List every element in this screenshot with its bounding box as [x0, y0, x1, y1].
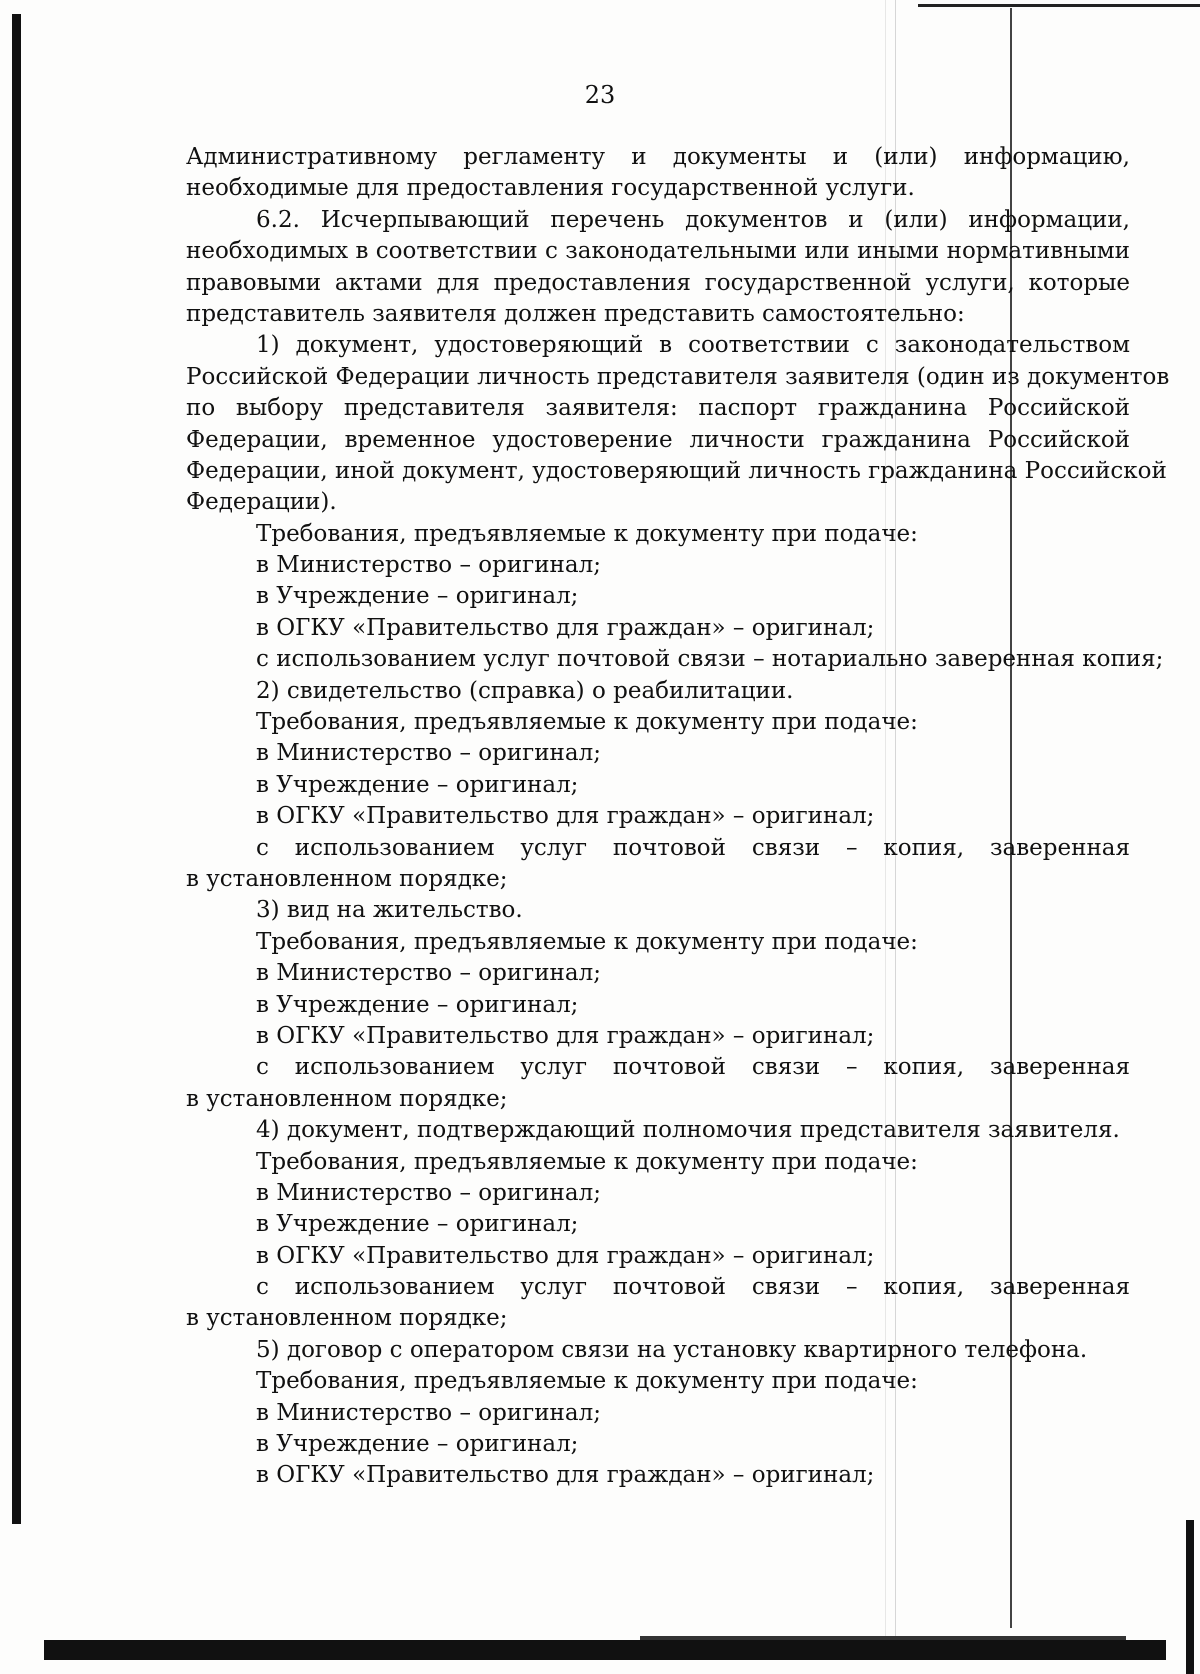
text-line: в ОГКУ «Правительство для граждан» – оригинал; [256, 803, 875, 830]
text-line: необходимые для предоставления государственной услуги. [186, 175, 915, 202]
text-line: в Учреждение – оригинал; [256, 771, 579, 798]
scan-border-bottom [44, 1640, 1166, 1660]
text-line: в ОГКУ «Правительство для граждан» – оригинал; [256, 614, 875, 641]
text-line: правовыми актами для предоставления государственной услуги, которые [186, 269, 1130, 296]
text-line: в Учреждение – оригинал; [256, 1211, 579, 1238]
text-line: представитель заявителя должен представить самостоятельно: [186, 300, 965, 327]
text-line: в Министерство – оригинал; [256, 740, 601, 767]
text-line: в установленном порядке; [186, 1305, 508, 1332]
text-line: 1) документ, удостоверяющий в соответствии с законодательством [256, 332, 1130, 359]
document-body [186, 142, 1170, 1492]
text-line: в Министерство – оригинал; [256, 552, 601, 579]
scan-border-top [918, 4, 1200, 7]
text-line: 6.2. Исчерпывающий перечень документов и (или) информации, [256, 206, 1130, 233]
page-number: 23 [584, 81, 616, 109]
text-line: 2) свидетельство (справка) о реабилитации. [256, 677, 794, 704]
scan-border-right [1186, 1520, 1194, 1674]
text-line: Федерации, иной документ, удостоверяющий личность гражданина Российской [186, 457, 1167, 484]
text-line: в Министерство – оригинал; [256, 1179, 601, 1206]
text-line: 4) документ, подтверждающий полномочия представителя заявителя. [256, 1117, 1120, 1144]
text-line: Федерации, временное удостоверение личности гражданина Российской [186, 426, 1130, 453]
text-line: Российской Федерации личность представителя заявителя (один из документов [186, 363, 1170, 390]
text-line: 5) договор с оператором связи на установку квартирного телефона. [256, 1336, 1088, 1363]
text-line: в установленном порядке; [186, 865, 508, 892]
text-line: 3) вид на жительство. [256, 897, 523, 924]
text-line: в Учреждение – оригинал; [256, 583, 579, 610]
text-line: с использованием услуг почтовой связи – копия, заверенная [256, 1274, 1130, 1301]
text-line: Федерации). [186, 489, 337, 516]
text-line: Требования, предъявляемые к документу при подаче: [256, 1148, 918, 1175]
text-line: необходимых в соответствии с законодательными или иными нормативными [186, 238, 1130, 265]
text-line: с использованием услуг почтовой связи – нотариально заверенная копия; [256, 646, 1164, 673]
text-line: в Учреждение – оригинал; [256, 1431, 579, 1458]
text-line: с использованием услуг почтовой связи – копия, заверенная [256, 1054, 1130, 1081]
text-line: в Министерство – оригинал; [256, 1399, 601, 1426]
text-line: Требования, предъявляемые к документу при подаче: [256, 1368, 918, 1395]
text-line: по выбору представителя заявителя: паспорт гражданина Российской [186, 395, 1130, 422]
text-line: в установленном порядке; [186, 1085, 508, 1112]
text-line: в Учреждение – оригинал; [256, 991, 579, 1018]
text-line: Требования, предъявляемые к документу при подаче: [256, 928, 918, 955]
text-line: с использованием услуг почтовой связи – копия, заверенная [256, 834, 1130, 861]
scan-border-left [12, 14, 21, 1524]
text-line: Требования, предъявляемые к документу при подаче: [256, 709, 918, 736]
text-line: в ОГКУ «Правительство для граждан» – оригинал; [256, 1242, 875, 1269]
text-line: в Министерство – оригинал; [256, 960, 601, 987]
text-line: Административному регламенту и документы и (или) информацию, [186, 144, 1130, 170]
text-line: в ОГКУ «Правительство для граждан» – оригинал; [256, 1022, 875, 1049]
text-line: в ОГКУ «Правительство для граждан» – оригинал; [256, 1462, 875, 1489]
text-line: Требования, предъявляемые к документу при подаче: [256, 520, 918, 547]
